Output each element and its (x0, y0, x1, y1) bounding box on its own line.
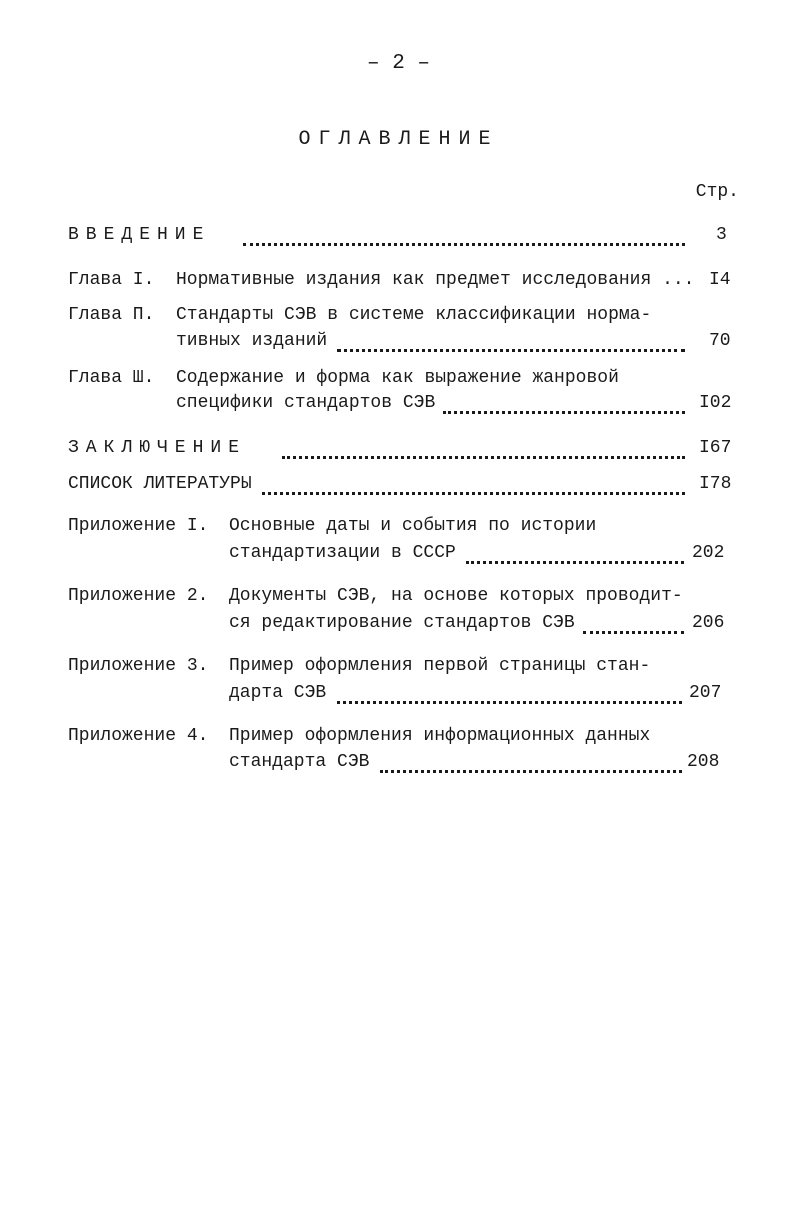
toc-leader (583, 613, 684, 634)
toc-appendix-title-cont: дарта СЭВ (229, 683, 327, 703)
toc-chapter-title-cont: тивных изданий (176, 331, 328, 351)
toc-chapter-title: Содержание и форма как выражение жанровой (176, 368, 619, 388)
toc-chapter-label: Глава I. (68, 270, 155, 290)
toc-appendix-page: 207 (689, 683, 722, 703)
toc-intro-title: ВВЕДЕНИЕ (68, 225, 211, 245)
toc-chapter-label: Глава Ш. (68, 368, 155, 388)
page-title: ОГЛАВЛЕНИЕ (298, 128, 499, 151)
toc-conclusion-page: I67 (699, 438, 732, 458)
toc-appendix-label: Приложение 4. (68, 726, 209, 746)
toc-leader (337, 331, 685, 352)
toc-appendix-title: Пример оформления информационных данных (229, 726, 651, 746)
toc-leader (243, 225, 685, 246)
toc-appendix-label: Приложение 3. (68, 656, 209, 676)
toc-conclusion-title: ЗАКЛЮЧЕНИЕ (68, 438, 247, 458)
toc-appendix-title-cont: ся редактирование стандартов СЭВ (229, 613, 575, 633)
toc-appendix-title-cont: стандарта СЭВ (229, 752, 370, 772)
toc-leader (443, 393, 685, 414)
toc-chapter-title: Нормативные издания как предмет исследования ... (176, 270, 695, 290)
toc-appendix-page: 208 (687, 752, 720, 772)
toc-appendix-title: Пример оформления первой страницы стан- (229, 656, 651, 676)
toc-leader (380, 752, 682, 773)
toc-leader (337, 683, 682, 704)
toc-appendix-label: Приложение I. (68, 516, 209, 536)
toc-chapter-title-cont: специфики стандартов СЭВ (176, 393, 436, 413)
toc-leader (282, 438, 685, 459)
toc-chapter-label: Глава П. (68, 305, 155, 325)
toc-leader (466, 543, 684, 564)
toc-intro-page: 3 (716, 225, 727, 245)
page-number: – 2 – (366, 52, 430, 75)
toc-chapter-title: Стандарты СЭВ в системе классификации норма- (176, 305, 652, 325)
toc-leader (262, 474, 685, 495)
toc-bibliography-title: СПИСОК ЛИТЕРАТУРЫ (68, 474, 252, 494)
toc-appendix-page: 202 (692, 543, 725, 563)
page-column-label: Стр. (695, 182, 739, 202)
toc-appendix-title: Документы СЭВ, на основе которых проводит- (229, 586, 683, 606)
toc-chapter-page: 70 (709, 331, 731, 351)
toc-chapter-page: I4 (709, 270, 731, 290)
toc-appendix-title: Основные даты и события по истории (229, 516, 597, 536)
toc-appendix-label: Приложение 2. (68, 586, 209, 606)
toc-appendix-title-cont: стандартизации в СССР (229, 543, 456, 563)
toc-appendix-page: 206 (692, 613, 725, 633)
toc-chapter-page: I02 (699, 393, 732, 413)
toc-bibliography-page: I78 (699, 474, 732, 494)
